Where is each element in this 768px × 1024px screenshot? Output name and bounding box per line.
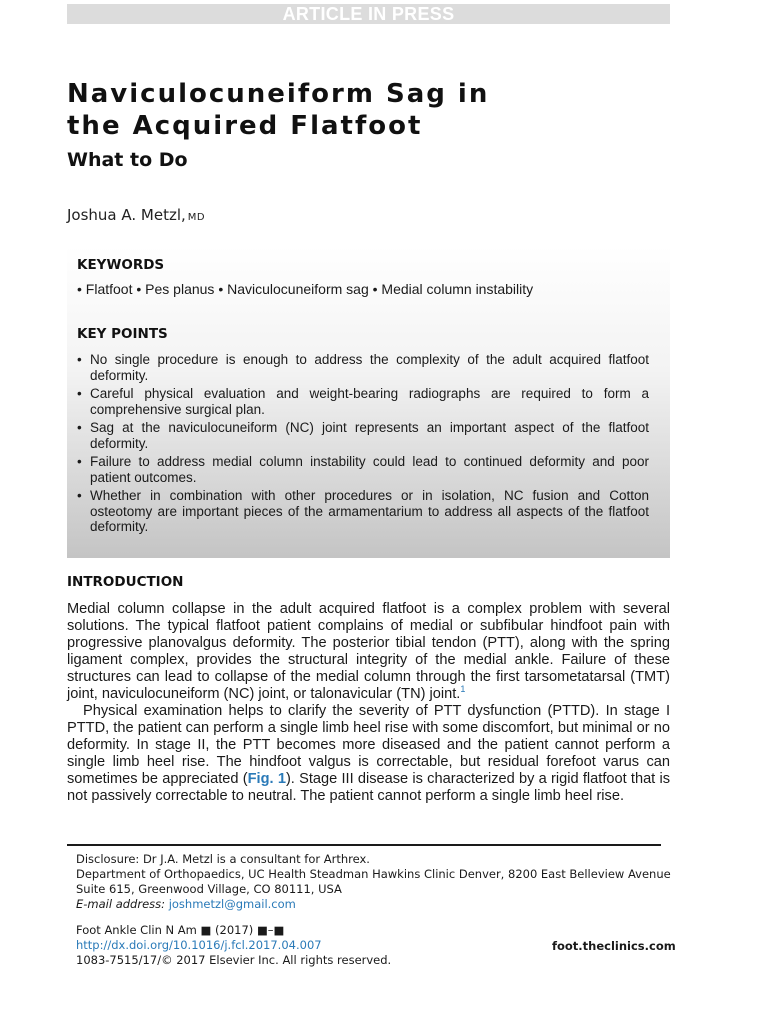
intro-paragraph-2 <box>67 703 670 805</box>
article-subtitle: What to Do <box>67 149 188 171</box>
keywords-heading: KEYWORDS <box>77 257 165 273</box>
disclosure: Disclosure: Dr J.A. Metzl is a consultant for Arthrex. <box>76 852 370 866</box>
reference-1-link[interactable]: 1 <box>460 684 466 695</box>
email-link[interactable]: joshmetzl@gmail.com <box>168 897 296 911</box>
article-title <box>67 78 687 142</box>
article-in-press-banner: ARTICLE IN PRESS <box>67 4 670 24</box>
intro-paragraph-1 <box>67 601 670 703</box>
intro-paragraph-2-text-b: ). Stage III disease is characterized by a rigid flatfoot that is not passively correctable to neutral. The patient cannot perform a single limb heel rise. <box>67 771 671 804</box>
key-point: • No single procedure is enough to address the complexity of the adult acquired flatfoot deformity. <box>77 352 649 383</box>
title-line-1: Naviculocuneiform Sag in <box>67 79 490 109</box>
keywords-list: • Flatfoot • Pes planus • Naviculocuneiform sag • Medial column instability <box>77 281 534 297</box>
figure-1-link[interactable]: Fig. 1 <box>247 771 286 787</box>
journal-website: foot.theclinics.com <box>552 939 676 953</box>
footer-notes <box>76 852 676 912</box>
author-line <box>67 206 205 224</box>
key-points-heading: KEY POINTS <box>77 326 168 342</box>
introduction-body <box>67 601 670 805</box>
email-line <box>76 897 676 912</box>
title-line-2: the Acquired Flatfoot <box>67 111 423 141</box>
key-point: • Careful physical evaluation and weight-bearing radiographs are required to form a comprehensive surgical plan. <box>77 386 649 417</box>
key-points-list <box>77 352 649 538</box>
intro-paragraph-2-text-a: Physical examination helps to clarify the severity of PTT dysfunction (PTTD). In stage I PTTD, the patient can perform a single limb heel rise with some discomfort, but minimal or no deformity. In stage II, the PTT becomes more diseased and the patient cannot perform a single limb heel rise. The hindfoot valgus is correctable, but residual forefoot varus can sometimes be appreciated ( <box>67 703 670 787</box>
key-point: • Whether in combination with other procedures or in isolation, NC fusion and Cotton osteotomy are important pieces of the armamentarium to address all aspects of the flatfoot deformity. <box>77 488 649 535</box>
abstract-box <box>67 246 670 558</box>
copyright: 1083-7515/17/© 2017 Elsevier Inc. All rights reserved. <box>76 953 392 967</box>
footer-divider <box>67 844 661 846</box>
author-degree: MD <box>187 212 206 223</box>
affiliation: Department of Orthopaedics, UC Health Steadman Hawkins Clinic Denver, 8200 East Belleview Avenue Suite 615, Greenwood Village, CO 80111, USA <box>76 867 671 896</box>
author-name: Joshua A. Metzl, <box>67 206 186 224</box>
email-label: E-mail address: <box>76 897 166 911</box>
doi-link[interactable]: http://dx.doi.org/10.1016/j.fcl.2017.04.007 <box>76 938 322 952</box>
introduction-heading: INTRODUCTION <box>67 574 184 590</box>
key-point: • Sag at the naviculocuneiform (NC) joint represents an important aspect of the flatfoot deformity. <box>77 420 649 451</box>
intro-paragraph-1-text: Medial column collapse in the adult acquired flatfoot is a complex problem with several solutions. The typical flatfoot patient complains of medial or subfibular hindfoot pain with progressive planovalgus deformity. The posterior tibial tendon (PTT), along with the spring ligament complex, provides the structural integrity of the medial ankle. Failure of these structures can lead to collapse of the medial column through the first tarsometatarsal (TMT) joint, naviculocuneiform (NC) joint, or talonavicular (TN) joint. <box>67 601 670 702</box>
journal-citation: Foot Ankle Clin N Am ■ (2017) ■–■ <box>76 923 285 937</box>
key-point: • Failure to address medial column instability could lead to continued deformity and poor patient outcomes. <box>77 454 649 485</box>
